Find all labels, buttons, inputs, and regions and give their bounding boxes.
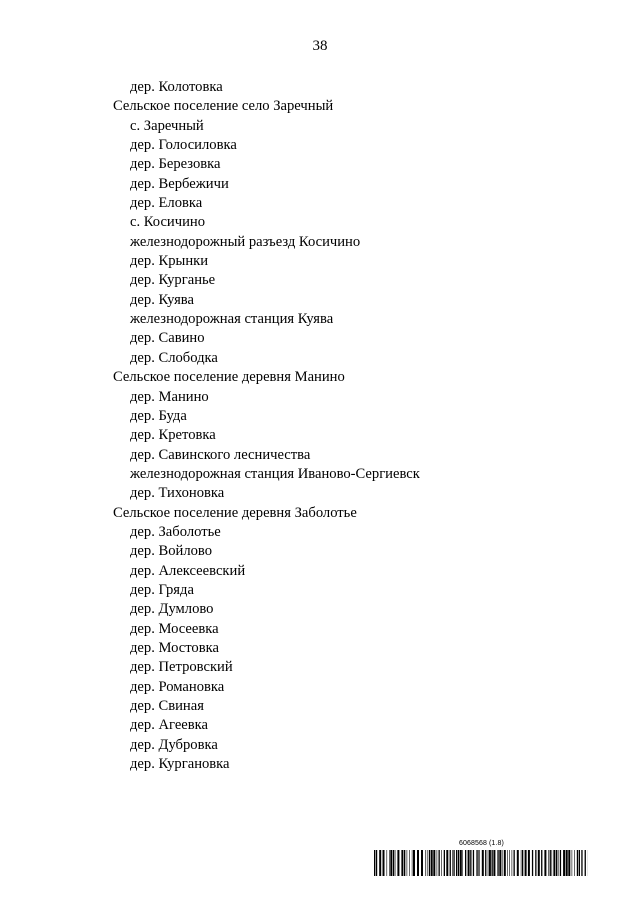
locality-item: дер. Голосиловка xyxy=(130,137,237,154)
locality-item: дер. Савино xyxy=(130,330,205,347)
locality-item: дер. Березовка xyxy=(130,156,221,173)
locality-item: дер. Буда xyxy=(130,407,187,424)
locality-item: дер. Мостовка xyxy=(130,639,219,656)
locality-item: дер. Романовка xyxy=(130,678,225,695)
locality-item: дер. Войлово xyxy=(130,543,213,560)
locality-item: дер. Тихоновка xyxy=(130,485,225,502)
locality-item: дер. Куява xyxy=(130,291,194,308)
settlement-heading: Сельское поселение деревня Манино xyxy=(113,369,345,386)
locality-item: дер. Крынки xyxy=(130,253,209,270)
locality-item: дер. Савинского лесничества xyxy=(130,446,311,463)
locality-item: дер. Курганье xyxy=(130,272,216,289)
locality-item: дер. Колотовка xyxy=(130,79,223,95)
locality-item: дер. Дубровка xyxy=(130,736,218,753)
locality-item: дер. Кургановка xyxy=(130,756,230,773)
settlement-heading: Сельское поселение село Заречный xyxy=(113,98,334,115)
barcode-image xyxy=(374,850,588,876)
page-number: 38 xyxy=(312,38,328,54)
settlement-list xyxy=(113,78,420,774)
document-code: 6068568 (1.8) xyxy=(459,840,504,847)
locality-item: железнодорожная станция Куява xyxy=(130,311,334,328)
locality-item: дер. Свиная xyxy=(130,698,204,714)
locality-item: дер. Мосеевка xyxy=(130,620,219,637)
locality-item: дер. Алексеевский xyxy=(130,562,246,579)
locality-item: железнодорожный разъезд Косичино xyxy=(130,233,361,250)
locality-item: с. Косичино xyxy=(130,214,205,231)
locality-item: дер. Петровский xyxy=(130,659,233,676)
locality-item: дер. Заболотье xyxy=(130,523,221,540)
locality-item: с. Заречный xyxy=(130,117,204,134)
settlement-heading: Сельское поселение деревня Заболотье xyxy=(113,504,357,521)
locality-item: дер. Вербежичи xyxy=(130,175,229,192)
locality-item: дер. Слободка xyxy=(130,349,218,366)
locality-item: дер. Думлово xyxy=(130,601,214,618)
locality-item: дер. Агеевка xyxy=(130,717,209,734)
locality-item: дер. Еловка xyxy=(130,195,203,212)
locality-item: дер. Гряда xyxy=(130,581,194,598)
locality-item: дер. Кретовка xyxy=(130,427,216,444)
locality-item: дер. Манино xyxy=(130,388,209,405)
locality-item: железнодорожная станция Иваново-Сергиевск xyxy=(130,465,420,482)
